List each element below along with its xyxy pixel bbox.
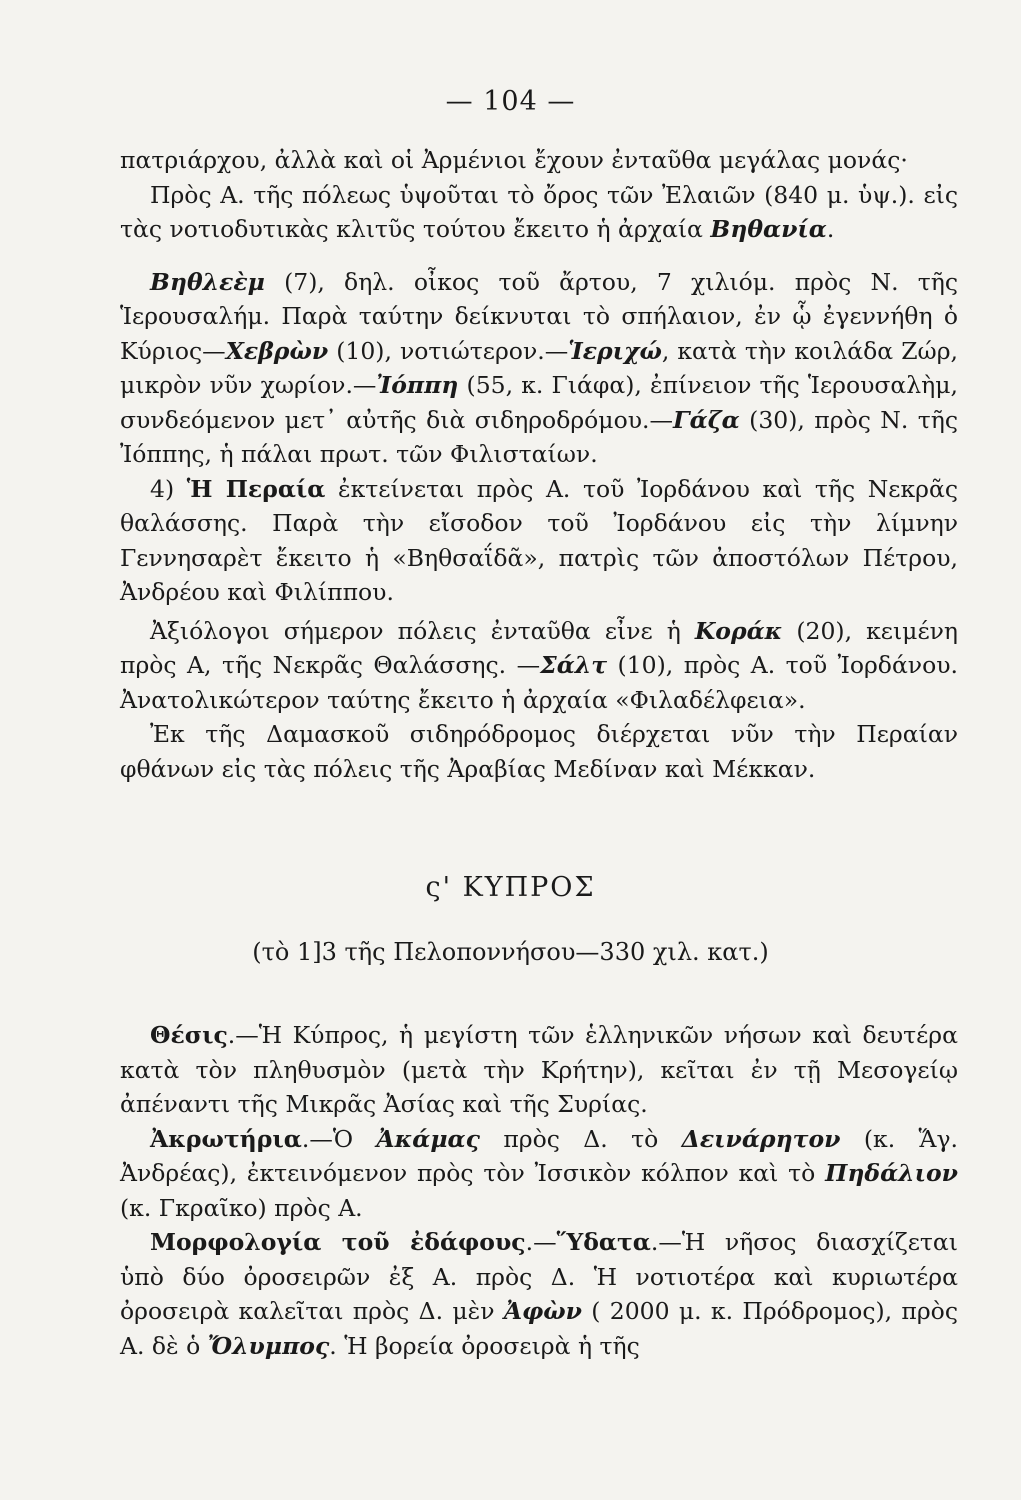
text-run: .—Ὁ (301, 1124, 377, 1153)
text-run: ἐκτείνεται πρὸς Α. τοῦ Ἰορδάνου καὶ τῆς Νεκρᾶς θαλάσσης. Παρὰ τὴν εἴσοδον τοῦ Ἰορδάνου εἰς τὴν λίμνην Γεννησαρὲτ ἔκειτο ἡ «Βηθσαΐδᾶ», πατρὶς τῶν ἀποστόλων Πέτρου, Ἀνδρέου καὶ Φιλίππου. (120, 474, 959, 606)
section-subtitle: (τὸ 1]3 τῆς Πελοποννήσου—330 χιλ. κατ.) (252, 938, 769, 966)
text-run: 4) (150, 474, 187, 503)
emphasized-term: Ἀφὼν (503, 1297, 582, 1325)
text-run: Ἀξιόλογοι σήμερον πόλεις ἐνταῦθα εἶνε ἡ (150, 616, 695, 645)
text-run: .—Ἡ Κύπρος, ἡ μεγίστη τῶν ἑλληνικῶν νήσων καὶ δευτέρα κατὰ τὸν πληθυσμὸν (μετὰ τὴν Κρήτην), κεῖται ἐν τῇ Μεσογείῳ ἀπέναντι τῆς Μικρᾶς Ἀσίας καὶ τῆς Συρίας. (120, 1021, 958, 1118)
text-run: .— (525, 1228, 557, 1256)
emphasized-term: Ἰόππη (376, 371, 459, 399)
emphasized-term: Θέσις (150, 1021, 228, 1049)
emphasized-term: Γάζα (672, 405, 740, 434)
text-run: (20), κειμένη πρὸς Α, τῆς Νεκρᾶς Θαλάσσης. — (120, 616, 958, 679)
text-run: . Ἡ βορεία ὀροσειρὰ ἡ τῆς (329, 1331, 640, 1360)
emphasized-term: Βηθανία (710, 215, 827, 243)
text-run: (κ. Γκραῖκο) πρὸς Α. (120, 1193, 363, 1222)
emphasized-term: Σάλτ (540, 651, 608, 679)
emphasized-term: Μορφολογία τοῦ ἐδάφους (150, 1228, 526, 1256)
text-block-top (120, 143, 958, 786)
section-title: ς' ΚΥΠΡΟΣ (425, 872, 596, 903)
emphasized-term: Πηδάλιον (825, 1159, 958, 1187)
paragraph (120, 1225, 958, 1363)
text-run: . (826, 215, 835, 243)
paragraph (120, 1122, 958, 1226)
emphasized-term: Ὕδατα (556, 1228, 651, 1256)
text-run: ( 2000 μ. κ. Πρόδρομος), πρὸς Α. δὲ ὁ (120, 1297, 958, 1360)
paragraph (120, 143, 958, 178)
text-run: πρὸς Δ. τὸ (479, 1124, 682, 1153)
page-number: — 104 — (445, 86, 576, 117)
emphasized-term: Κοράκ (694, 616, 783, 645)
text-run: (30), πρὸς Ν. τῆς Ἰόππης, ἡ πάλαι πρωτ. τῶν Φιλισταίων. (120, 405, 958, 468)
emphasized-term: Ἡ Περαία (186, 474, 326, 503)
emphasized-term: Ὄλυμπος (207, 1331, 330, 1360)
text-run: πατριάρχου, ἀλλὰ καὶ οἱ Ἀρμένιοι ἔχουν ἐνταῦθα μεγάλας μονάς· (120, 146, 908, 174)
emphasized-term: Ἀκρωτήρια (150, 1124, 302, 1153)
emphasized-term: Ἱεριχώ (568, 336, 662, 365)
text-run: (κ. Ἅγ. Ἀνδρέας), ἐκτεινόμενον πρὸς τὸν Ἰσσικὸν κόλπον καὶ τὸ (120, 1124, 959, 1187)
emphasized-term: Ἀκάμας (376, 1124, 480, 1153)
paragraph (120, 265, 958, 472)
text-run: .—Ἡ νῆσος διασχίζεται ὑπὸ δύο ὀροσειρῶν ἐξ Α. πρὸς Δ. Ἡ νοτιοτέρα καὶ κυριωτέρα ὀροσειρὰ καλεῖται πρὸς Δ. μὲν (120, 1228, 958, 1325)
paragraph (120, 178, 958, 247)
text-run: Πρὸς Α. τῆς πόλεως ὑψοῦται τὸ ὄρος τῶν Ἐλαιῶν (840 μ. ὑψ.). εἰς τὰς νοτιοδυτικὰς κλιτῦς τούτου ἔκειτο ἡ ἀρχαία (120, 180, 958, 243)
paragraph (120, 472, 958, 610)
text-run: (7), δηλ. οἶκος τοῦ ἄρτου, 7 χιλιόμ. πρὸς Ν. τῆς Ἱερουσαλήμ. Παρὰ ταύτην δείκνυται τὸ σπήλαιον, ἐν ᾧ ἐγεννήθη ὁ Κύριος— (120, 267, 958, 365)
text-run: (10), νοτιώτερον.— (328, 336, 569, 365)
text-block-bottom (120, 1018, 958, 1363)
emphasized-term: Βηθλεὲμ (150, 267, 265, 296)
text-run: (55, κ. Γιάφα), ἐπίνειον τῆς Ἱερουσαλὴμ, συνδεόμενον μετ᾽ αὐτῆς διὰ σιδηροδρόμου.— (120, 371, 959, 434)
text-run: Ἐκ τῆς Δαμασκοῦ σιδηρόδρομος διέρχεται νῦν τὴν Περαίαν φθάνων εἰς τὰς πόλεις τῆς Ἀραβίας Μεδίναν καὶ Μέκκαν. (120, 720, 958, 783)
emphasized-term: Χεβρὼν (225, 336, 329, 365)
paragraph (120, 1018, 958, 1122)
text-run: , κατὰ τὴν κοιλάδα Ζώρ, μικρὸν νῦν χωρίον.— (120, 336, 959, 399)
text-run: (10), πρὸς Α. τοῦ Ἰορδάνου. Ἀνατολικώτερον ταύτης ἔκειτο ἡ ἀρχαία «Φιλαδέλφεια». (120, 651, 958, 714)
emphasized-term: Δεινάρητον (681, 1124, 841, 1153)
paragraph (120, 717, 958, 786)
paragraph (120, 614, 958, 718)
